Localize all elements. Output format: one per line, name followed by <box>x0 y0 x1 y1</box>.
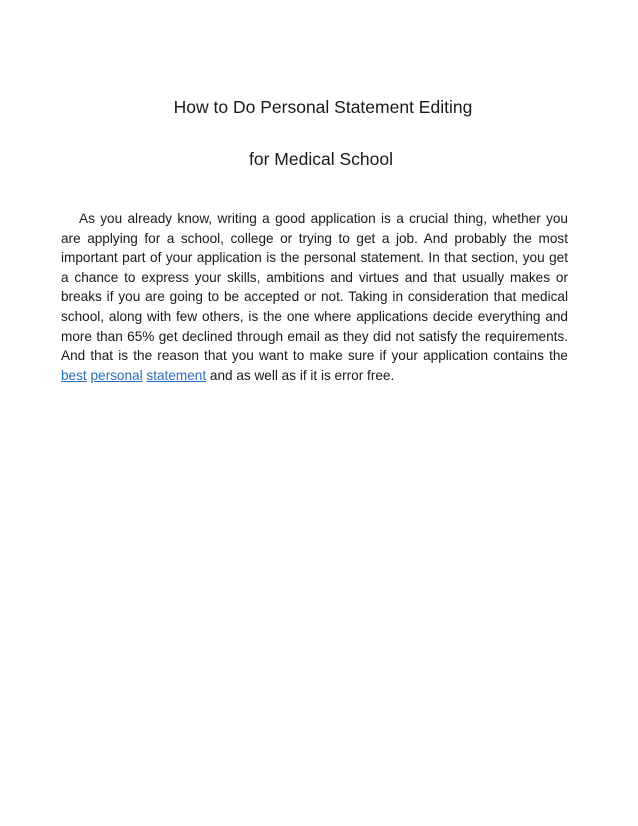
paragraph-text-before-links: As you already know, writing a good application is a crucial thing, whether you are applying for a school, college or trying to get a job. And probably the most important part of your application is the personal statement. In that section, you get a chance to express your skills, ambitions and virtues and that usually makes or breaks if you are going to be accepted or not. Taking in consideration that medical school, along with few others, is the one where applications decide everything and more than 65% get declined through email as they did not satisfy the requirements. And that is the reason that you want to make sure if your application contains the <box>61 211 568 364</box>
paragraph-text-after-links: and as well as if it is error free. <box>206 367 395 383</box>
link-statement[interactable]: statement <box>146 367 207 383</box>
link-best[interactable]: best <box>61 367 87 383</box>
link-personal[interactable]: personal <box>90 367 143 383</box>
document-title-line-1: How to Do Personal Statement Editing <box>173 97 473 117</box>
body-paragraph <box>61 209 568 385</box>
document-title-line-2: for Medical School <box>249 149 393 169</box>
